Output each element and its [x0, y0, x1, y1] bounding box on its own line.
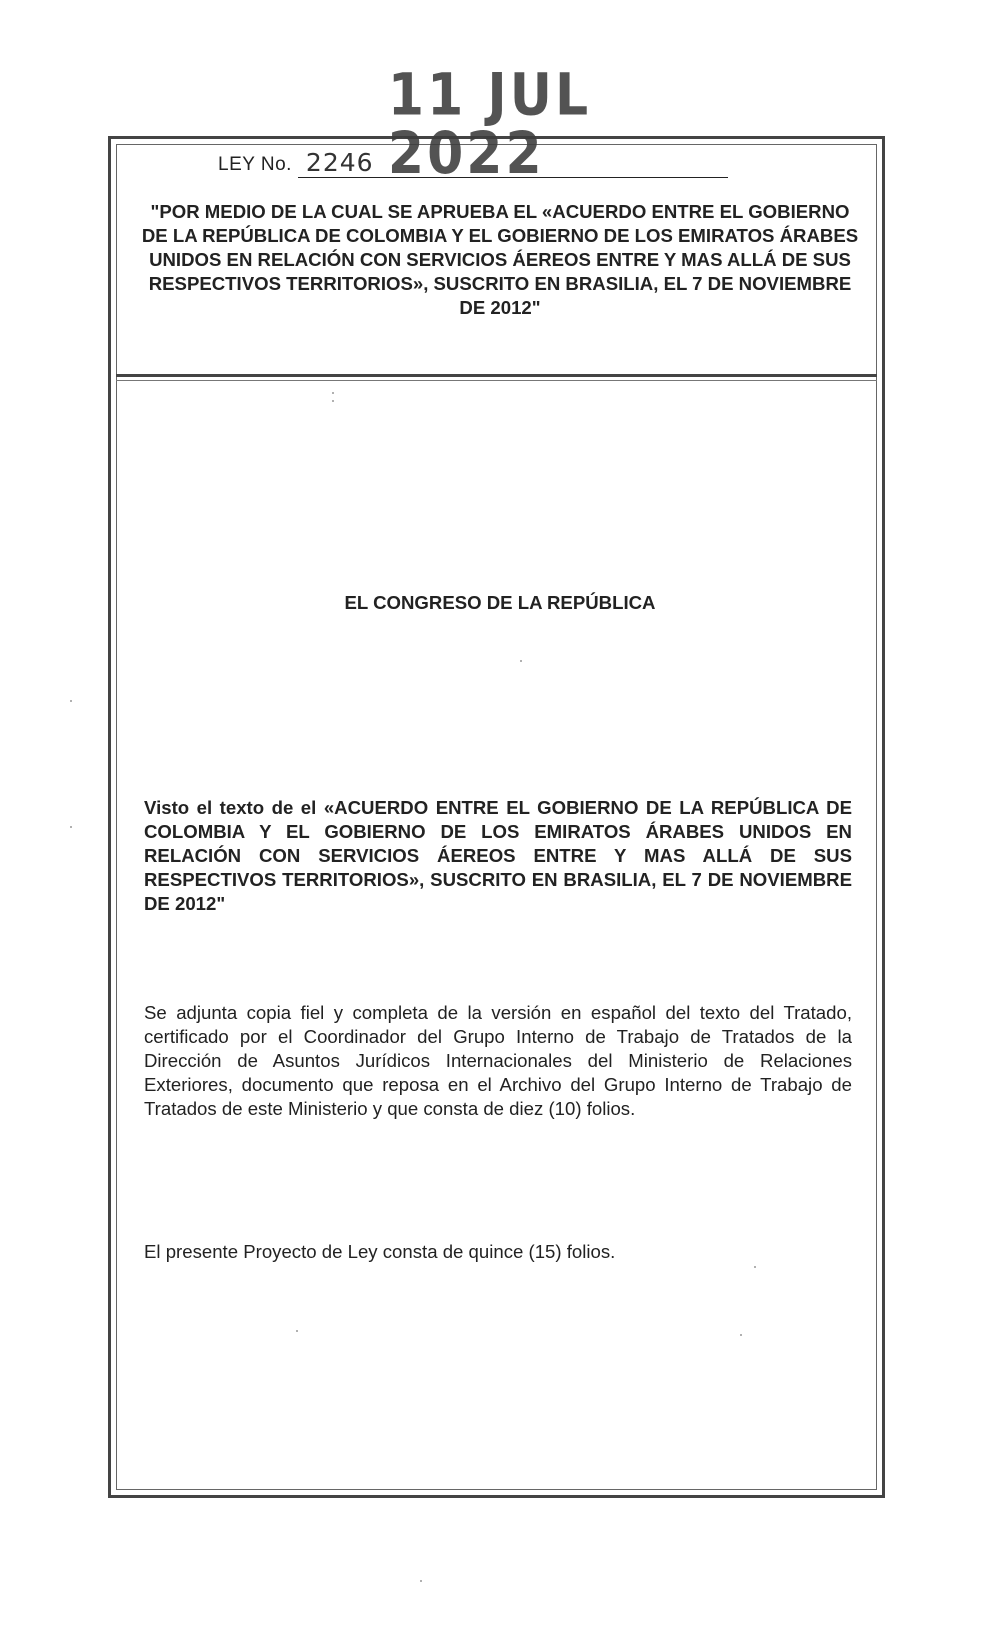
- scan-speck: [520, 660, 522, 662]
- law-number-label: LEY No.: [218, 154, 292, 175]
- scan-speck: [296, 1330, 298, 1332]
- law-number-field: [298, 62, 728, 188]
- scan-speck: [740, 1334, 742, 1336]
- folios-paragraph: El presente Proyecto de Ley consta de quince (15) folios.: [144, 1241, 616, 1262]
- scan-speck: [332, 392, 334, 394]
- scan-speck: [420, 1580, 422, 1582]
- header-divider-thin: [116, 380, 877, 381]
- date-stamp: 11 JUL 2022: [387, 62, 592, 188]
- scan-speck: [70, 826, 72, 828]
- law-number: 2246: [305, 148, 374, 177]
- scan-speck: [332, 400, 334, 402]
- visto-paragraph: Visto el texto de el «ACUERDO ENTRE EL GOBIERNO DE LA REPÚBLICA DE COLOMBIA Y EL GOBIERNO DE LOS EMIRATOS ÁRABES UNIDOS EN RELACIÓN CON SERVICIOS ÁEREOS ENTRE Y MAS ALLÁ DE SUS RESPECTIVOS TERRITORIOS», SUSCRITO EN BRASILIA, EL 7 DE NOVIEMBRE DE 2012": [144, 797, 852, 914]
- attachment-paragraph: Se adjunta copia fiel y completa de la versión en español del texto del Tratado, certificado por el Coordinador del Grupo Interno de Trabajo de Tratados de la Dirección de Asuntos Jurídicos Internacionales del Ministerio de Relaciones Exteriores, documento que reposa en el Archivo del Grupo Interno de Trabajo de Tratados de este Ministerio y que consta de diez (10) folios.: [144, 1002, 852, 1119]
- header-divider: [116, 374, 877, 377]
- scan-speck: [70, 700, 72, 702]
- law-title: "POR MEDIO DE LA CUAL SE APRUEBA EL «ACUERDO ENTRE EL GOBIERNO DE LA REPÚBLICA DE COLOMBIA Y EL GOBIERNO DE LOS EMIRATOS ÁRABES UNIDOS EN RELACIÓN CON SERVICIOS ÁEREOS ENTRE Y MAS ALLÁ DE SUS RESPECTIVOS TERRITORIOS», SUSCRITO EN BRASILIA, EL 7 DE NOVIEMBRE DE 2012": [141, 201, 859, 318]
- law-number-line: [218, 62, 728, 188]
- scan-speck: [754, 1266, 756, 1268]
- congress-heading: EL CONGRESO DE LA REPÚBLICA: [344, 592, 656, 613]
